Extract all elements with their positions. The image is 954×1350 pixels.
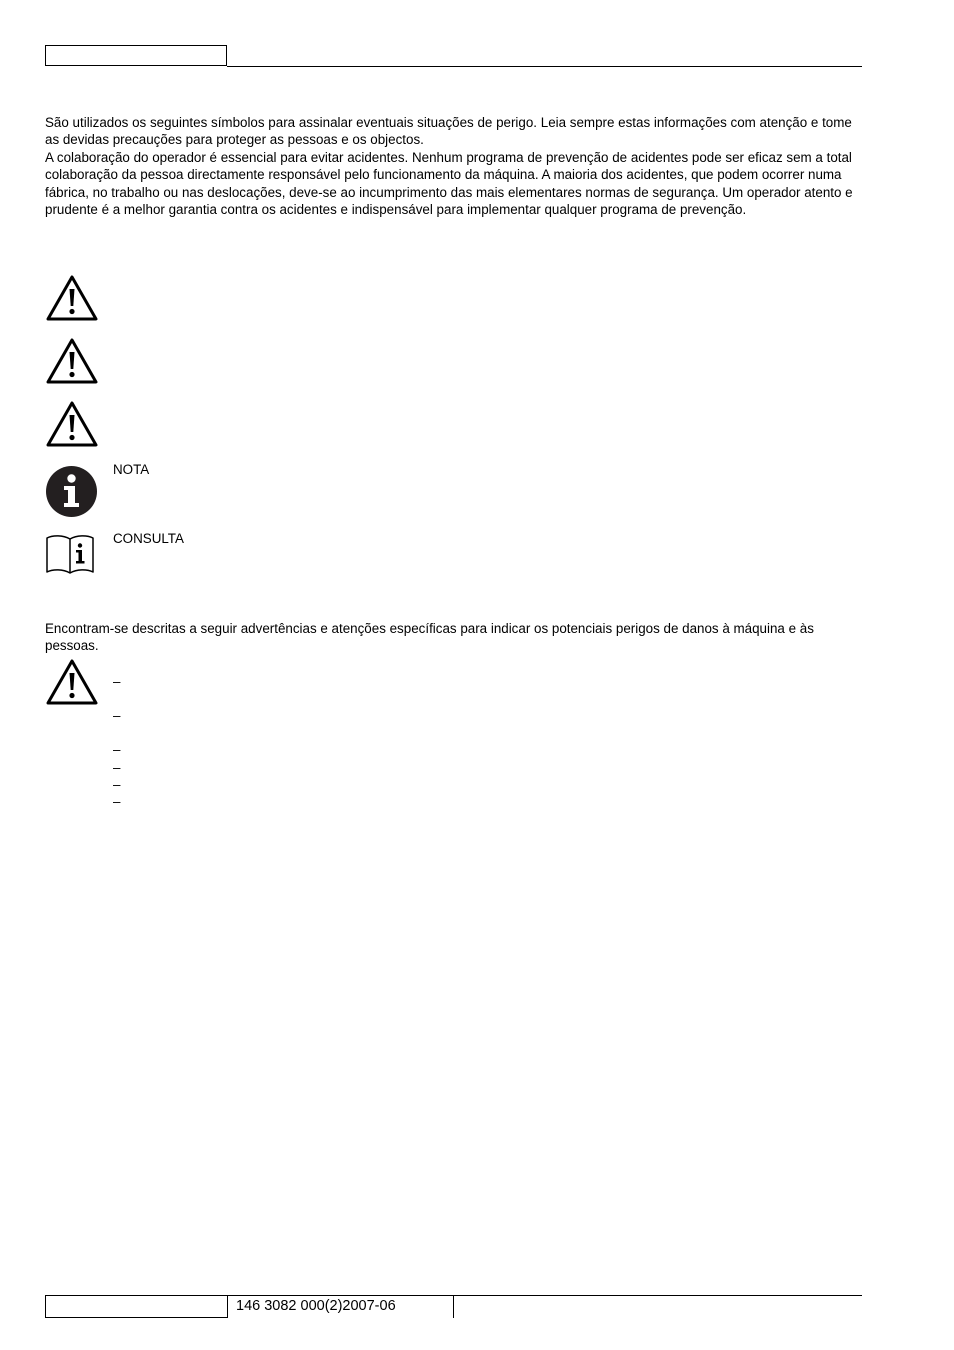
warning-triangle-icon <box>45 337 99 385</box>
warning-dash: – <box>113 708 121 723</box>
warning-dash: – <box>113 777 121 792</box>
header-box <box>45 45 227 66</box>
warning-dash: – <box>113 794 121 809</box>
nota-label: NOTA <box>113 462 150 477</box>
warning-dash: – <box>113 760 121 775</box>
warning-triangle-icon <box>45 658 99 706</box>
intro-paragraph-2: A colaboração do operador é essencial para evitar acidentes. Nenhum programa de prevenção de acidentes pode ser eficaz sem a total colaboração da pessoa directamente responsável pelo funcionamento da máquina. A maioria dos acidentes, que podem ocorrer numa fábrica, no trabalho ou nas deslocações, deve-se ao incumprimento das mais elementares normas de segurança. Um operador atento e prudente é a melhor garantia contra os acidentes e indispensável para implementar qualquer programa de prevenção. <box>45 149 853 218</box>
footer-doc-code: 146 3082 000(2)2007-06 <box>236 1298 396 1314</box>
warnings-intro: Encontram-se descritas a seguir advertências e atenções específicas para indicar os potenciais perigos de danos à máquina e às pessoas. <box>45 621 814 654</box>
manual-book-icon <box>45 533 95 575</box>
header-rule <box>227 66 862 67</box>
intro-text <box>45 114 865 218</box>
warning-triangle-icon <box>45 400 99 448</box>
footer-box <box>45 1296 228 1318</box>
consulta-label: CONSULTA <box>113 531 184 546</box>
footer-separator <box>453 1296 454 1318</box>
warning-dash: – <box>113 742 121 757</box>
warning-dash: – <box>113 674 121 689</box>
warning-triangle-icon <box>45 274 99 322</box>
info-circle-icon <box>45 465 98 518</box>
intro-paragraph-1: São utilizados os seguintes símbolos para assinalar eventuais situações de perigo. Leia sempre estas informações com atenção e tome as devidas precauções para proteger as pessoas e os objectos. <box>45 115 852 148</box>
